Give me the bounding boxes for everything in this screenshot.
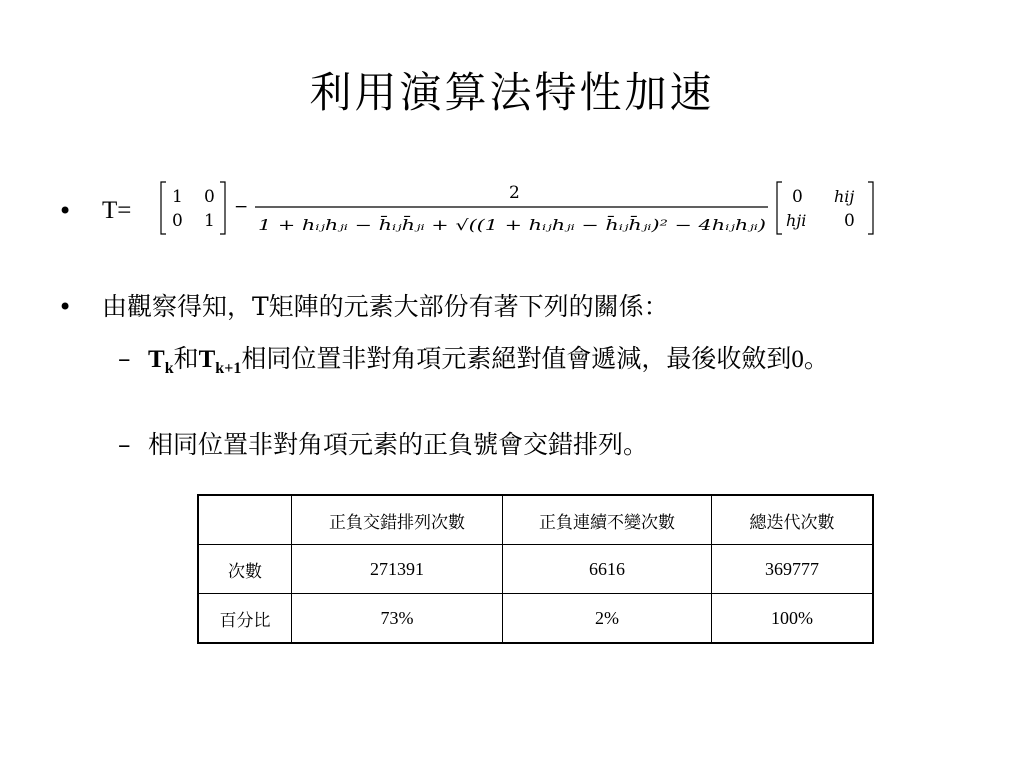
dash-icon: –	[118, 430, 131, 459]
table-header-row	[198, 495, 873, 545]
decay-description: 相同位置非對角項元素絕對值會遞減，最後收斂到	[241, 344, 792, 373]
matrix1-c: 0	[172, 211, 183, 231]
table-cell: 2%	[503, 594, 712, 644]
row-label: 次數	[198, 545, 292, 594]
observation-text: 由觀察得知，T矩陣的元素大部份有著下列的關係：	[102, 292, 669, 321]
bullet-dot-icon: •	[58, 293, 73, 321]
table-header-cell	[198, 495, 292, 545]
period: 。	[803, 344, 829, 373]
table-header-cell: 總迭代次數	[712, 495, 874, 545]
tk1-symbol: T	[198, 346, 216, 373]
matrix1-a: 1	[172, 187, 183, 207]
row-label: 百分比	[198, 594, 292, 644]
matrix1-d: 1	[204, 211, 215, 231]
slide-title: 利用演算法特性加速	[309, 68, 715, 117]
table-cell: 6616	[503, 545, 712, 594]
formula-label: T=	[102, 197, 132, 224]
bullet-dot-icon: •	[58, 197, 73, 225]
matrix2-c: hji	[786, 211, 807, 230]
fraction-denominator: 1 + hᵢⱼhⱼᵢ − h̄ᵢⱼh̄ⱼᵢ + √((1 + hᵢⱼhⱼᵢ − h̄ᵢⱼh̄ⱼᵢ)² − 4hᵢⱼhⱼᵢ)	[258, 218, 613, 234]
matrix2-a: 0	[792, 187, 803, 207]
table-row	[198, 545, 873, 594]
zero-value: 0	[791, 346, 804, 373]
fraction-numerator: 2	[509, 183, 520, 203]
formula-minus: −	[234, 197, 249, 217]
table-header-cell: 正負連續不變次數	[503, 495, 712, 545]
tk-symbol: T	[148, 346, 165, 373]
tk-subscript: k	[164, 360, 174, 377]
table-cell: 271391	[292, 545, 503, 594]
table-header-cell: 正負交錯排列次數	[292, 495, 503, 545]
matrix1-b: 0	[204, 187, 215, 207]
table-cell: 100%	[712, 594, 874, 644]
tk1-subscript: k+1	[215, 360, 242, 377]
and-text: 和	[173, 344, 199, 373]
matrix2-d: 0	[844, 211, 855, 231]
statistics-table	[197, 494, 874, 644]
sub-bullet-decay-text	[148, 342, 968, 386]
t-matrix-formula	[158, 178, 882, 238]
table-row	[198, 594, 873, 644]
sub-bullet-sign-text: 相同位置非對角項元素的正負號會交錯排列。	[148, 430, 649, 459]
matrix2-b: hij	[834, 187, 855, 206]
table-cell: 73%	[292, 594, 503, 644]
dash-icon: –	[118, 344, 131, 373]
table-cell: 369777	[712, 545, 874, 594]
